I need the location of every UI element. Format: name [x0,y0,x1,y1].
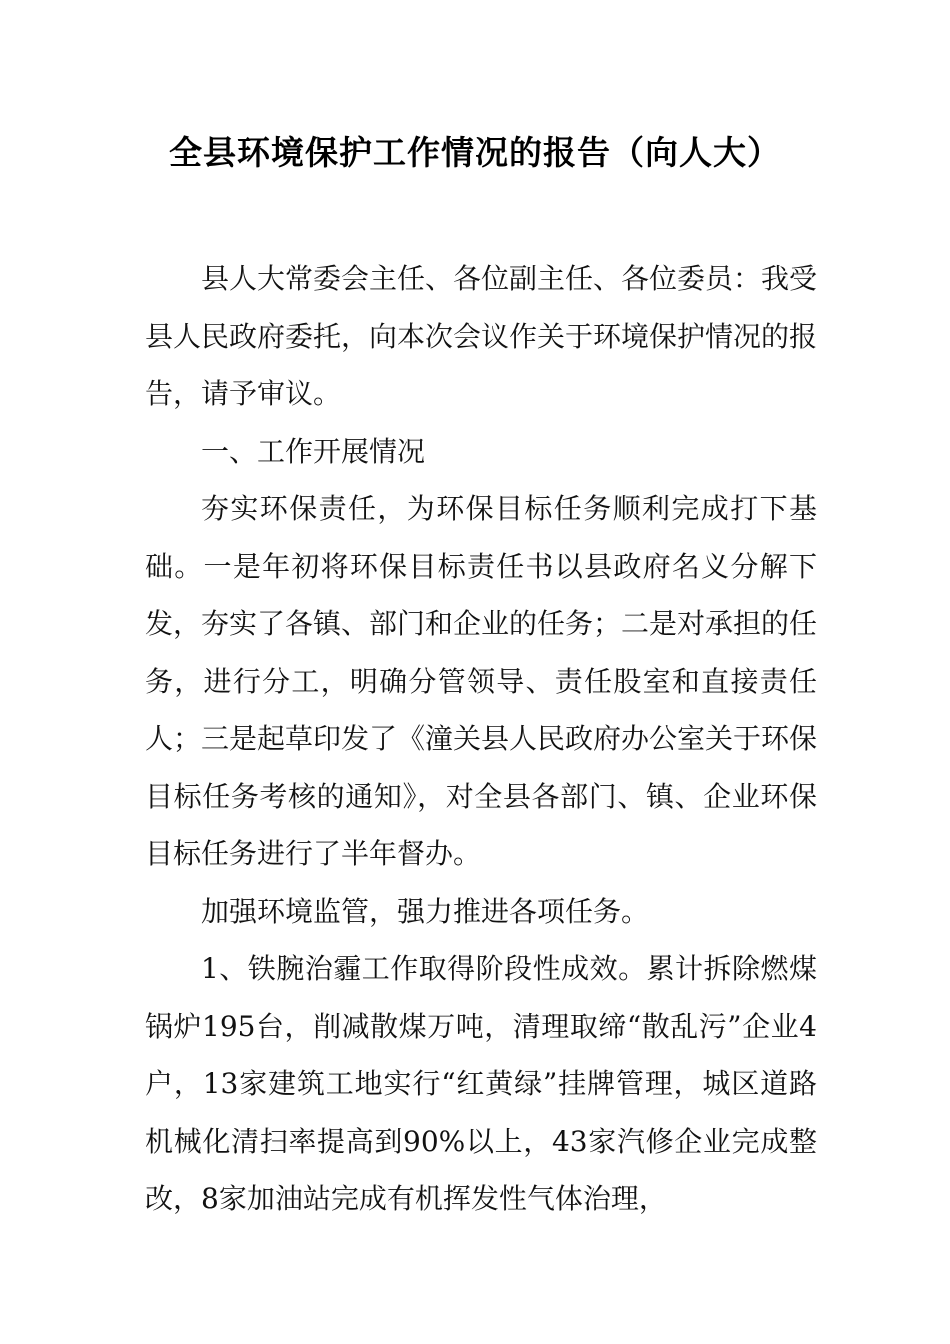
document-title: 全县环境保护工作情况的报告（向人大） [169,133,781,172]
paragraph-salutation: 县人大常委会主任、各位副主任、各位委员：我受县人民政府委托，向本次会议作关于环境保护情况的报告，请予审议。 [145,262,818,410]
paragraph-supervision: 加强环境监管，强力推进各项任务。 [201,894,650,928]
paragraph-responsibility: 夯实环保责任，为环保目标任务顺利完成打下基础。一是年初将环保目标责任书以县政府名义分解下发，夯实了各镇、部门和企业的任务；二是对承担的任务，进行分工，明确分管领导、责任股室和直接责任人；三是起草印发了《潼关县人民政府办公室关于环保目标任务考核的通知》，对全县各部门、镇、企业环保目标任务进行了半年督办。 [145,492,818,870]
section-heading: 一、工作开展情况 [201,434,426,468]
paragraph-haze-control: 1、铁腕治霾工作取得阶段性成效。累计拆除燃煤锅炉195台，削减散煤万吨，清理取缔“散乱污”企业4户，13家建筑工地实行“红黄绿”挂牌管理，城区道路机械化清扫率提高到90%以上，43家汽修企业完成整改，8家加油站完成有机挥发性气体治理， [145,952,817,1215]
document-body [145,250,817,1228]
